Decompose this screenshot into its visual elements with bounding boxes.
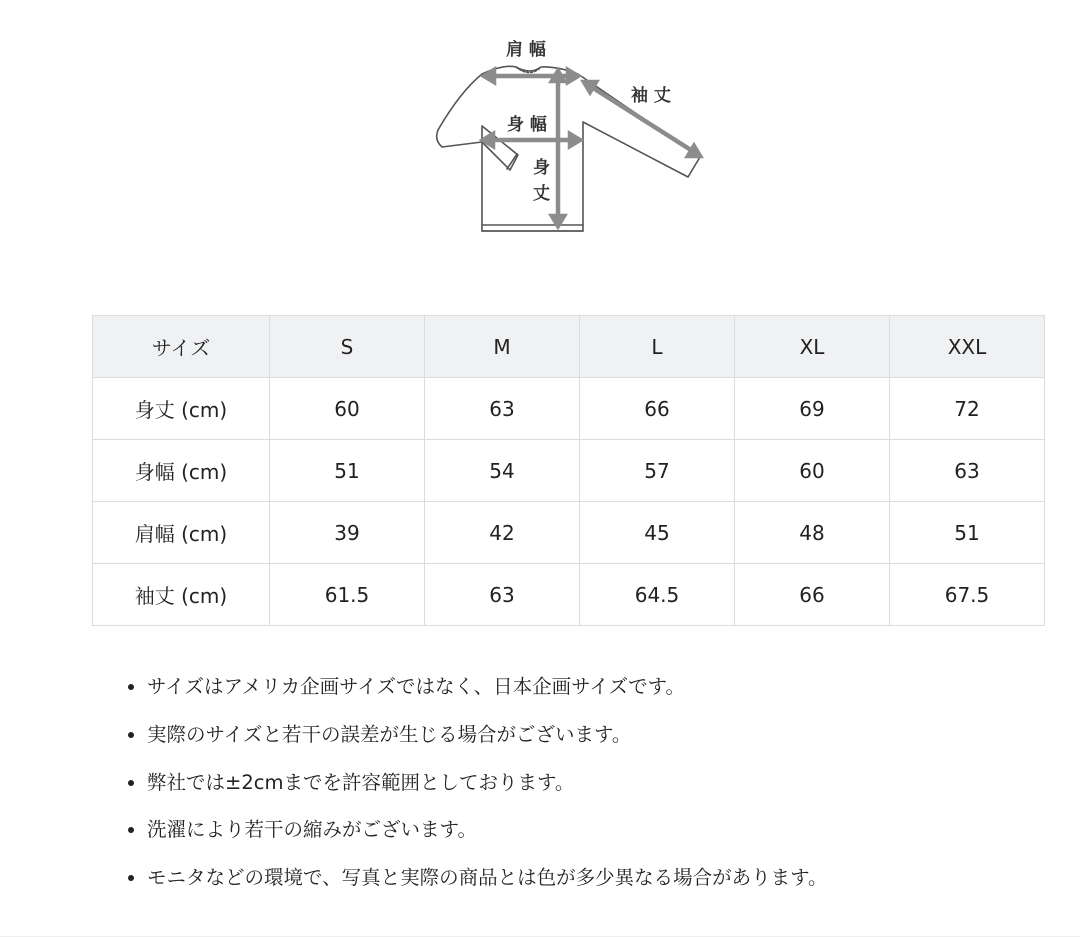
chest-width-label: 身 幅: [507, 115, 547, 135]
row-label: 身丈 (cm): [93, 378, 270, 440]
header-cell-s: S: [270, 316, 425, 378]
body-length-label-top: 身: [533, 158, 550, 178]
table-row: [93, 564, 1045, 626]
shoulder-width-label: 肩 幅: [506, 40, 546, 60]
table-cell: 69: [735, 378, 890, 440]
table-cell: 54: [425, 440, 580, 502]
table-cell: 66: [580, 378, 735, 440]
size-table-header-row: [93, 316, 1045, 378]
list-item: • モニタなどの環境で、写真と実際の商品とは色が多少異なる場合があります。: [147, 855, 828, 903]
row-label: 肩幅 (cm): [93, 502, 270, 564]
table-cell: 51: [890, 502, 1045, 564]
body-length-label-bottom: 丈: [533, 184, 550, 204]
header-cell-xxl: XXL: [890, 316, 1045, 378]
row-label: 身幅 (cm): [93, 440, 270, 502]
row-label: 袖丈 (cm): [93, 564, 270, 626]
measurement-diagram: [420, 30, 720, 245]
table-cell: 63: [890, 440, 1045, 502]
table-cell: 60: [270, 378, 425, 440]
table-cell: 67.5: [890, 564, 1045, 626]
header-cell-xl: XL: [735, 316, 890, 378]
notes-list: [120, 664, 828, 903]
table-cell: 57: [580, 440, 735, 502]
table-cell: 42: [425, 502, 580, 564]
table-cell: 60: [735, 440, 890, 502]
table-cell: 63: [425, 378, 580, 440]
table-row: [93, 378, 1045, 440]
table-cell: 63: [425, 564, 580, 626]
divider: [0, 936, 1080, 937]
table-cell: 66: [735, 564, 890, 626]
table-cell: 39: [270, 502, 425, 564]
table-cell: 61.5: [270, 564, 425, 626]
sleeve-length-label: 袖 丈: [631, 86, 671, 106]
list-item: • 洗濯により若干の縮みがございます。: [147, 807, 828, 855]
table-cell: 48: [735, 502, 890, 564]
list-item: • 弊社では±2cmまでを許容範囲としております。: [147, 760, 828, 808]
table-row: [93, 502, 1045, 564]
list-item: • 実際のサイズと若干の誤差が生じる場合がございます。: [147, 712, 828, 760]
table-cell: 64.5: [580, 564, 735, 626]
table-row: [93, 440, 1045, 502]
table-cell: 72: [890, 378, 1045, 440]
header-cell-size: サイズ: [93, 316, 270, 378]
header-cell-m: M: [425, 316, 580, 378]
table-cell: 51: [270, 440, 425, 502]
list-item: • サイズはアメリカ企画サイズではなく、日本企画サイズです。: [147, 664, 828, 712]
table-cell: 45: [580, 502, 735, 564]
shirt-diagram-svg: [420, 30, 720, 245]
header-cell-l: L: [580, 316, 735, 378]
size-table: [92, 315, 1045, 626]
